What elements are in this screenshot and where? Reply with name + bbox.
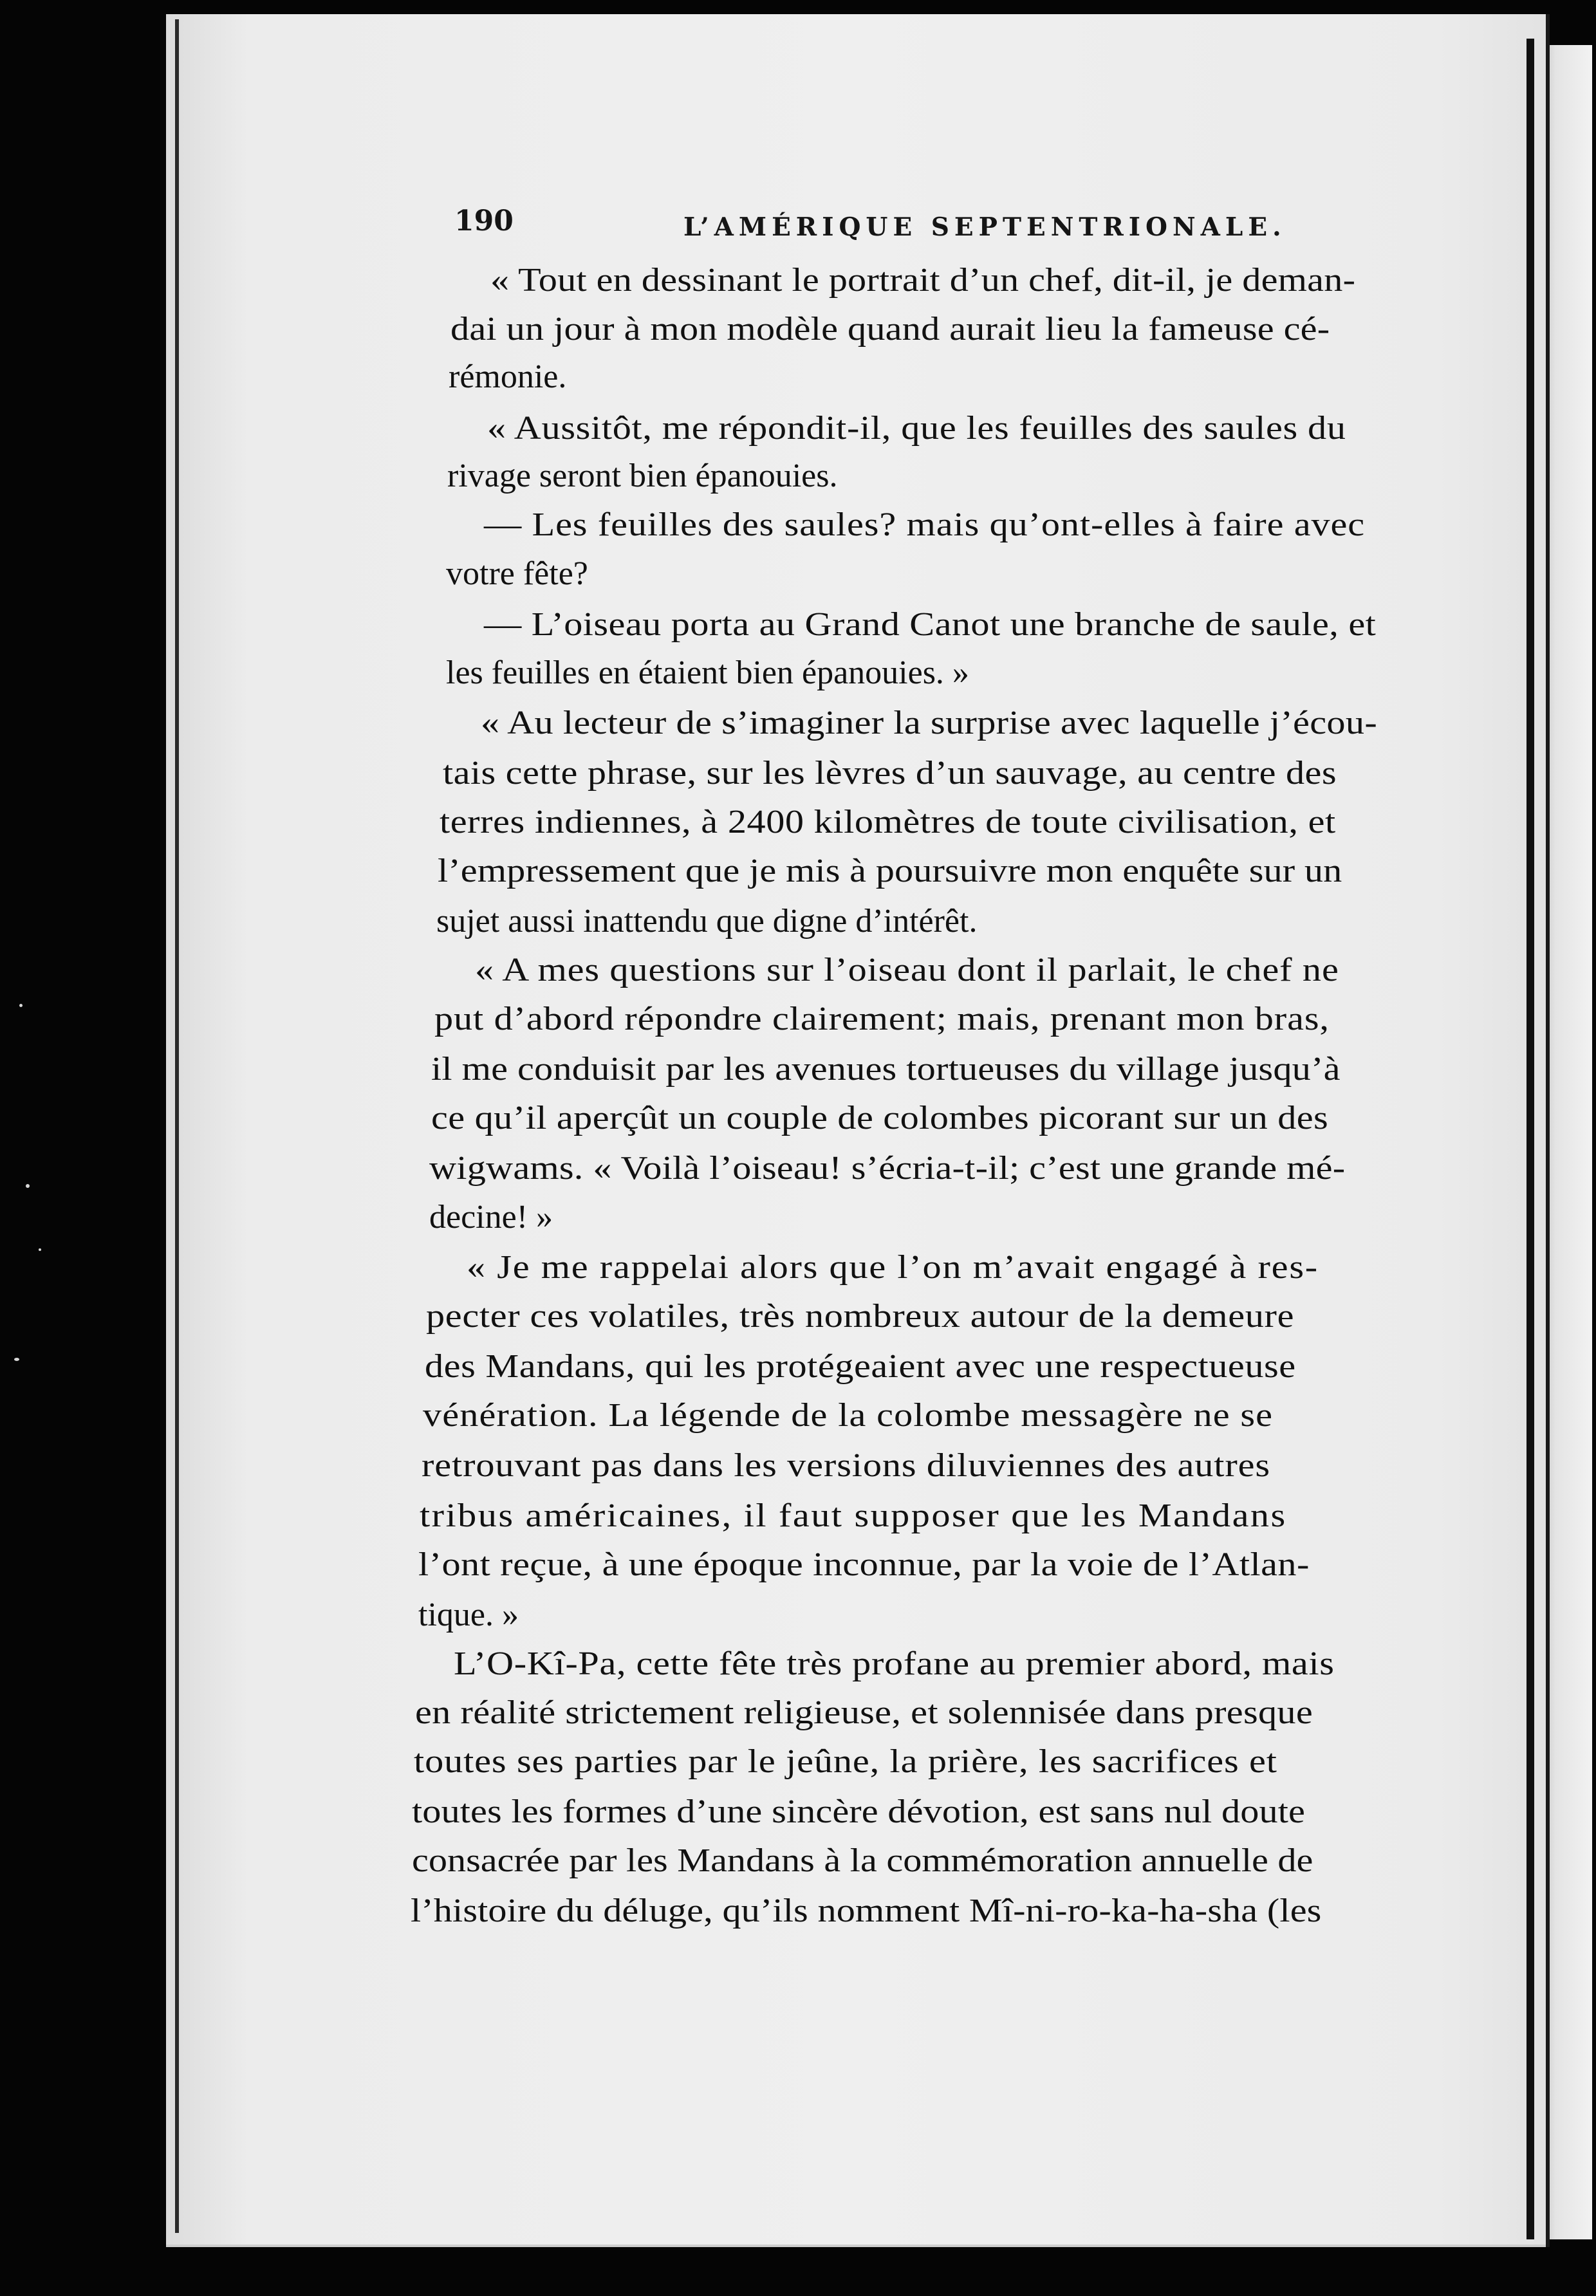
text-line: « Je me rappelai alors que l’on m’avait engagé à res- bbox=[467, 1249, 1319, 1286]
text-line: en réalité strictement religieuse, et solennisée dans presque bbox=[415, 1694, 1313, 1731]
text-line: « Tout en dessinant le portrait d’un chef, dit-il, je deman- bbox=[490, 262, 1356, 299]
text-line: ce qu’il aperçût un couple de colombes picorant sur un des bbox=[431, 1100, 1329, 1136]
text-line: tais cette phrase, sur les lèvres d’un sauvage, au centre des bbox=[443, 755, 1337, 792]
text-line: des Mandans, qui les protégeaient avec une respectueuse bbox=[425, 1348, 1296, 1385]
text-line: l’empressement que je mis à poursuivre mon enquête sur un bbox=[438, 853, 1342, 889]
text-line: rivage seront bien épanouies. bbox=[447, 458, 838, 494]
text-line: toutes ses parties par le jeûne, la prière, les sacrifices et bbox=[414, 1743, 1277, 1780]
page-number: 190 bbox=[454, 205, 514, 237]
text-line: votre fête? bbox=[446, 555, 588, 592]
text-line: — L’oiseau porta au Grand Canot une branche de saule, et bbox=[484, 606, 1377, 643]
text-line: « Au lecteur de s’imaginer la surprise avec laquelle j’écou- bbox=[481, 705, 1378, 741]
text-line: dai un jour à mon modèle quand aurait lieu la fameuse cé- bbox=[450, 311, 1330, 347]
running-title: L’AMÉRIQUE SEPTENTRIONALE. bbox=[683, 212, 1286, 242]
text-line: — Les feuilles des saules? mais qu’ont-elles à faire avec bbox=[484, 506, 1366, 543]
text-line: sujet aussi inattendu que digne d’intérêt. bbox=[436, 903, 978, 940]
text-line: rémonie. bbox=[449, 358, 567, 395]
text-line: pecter ces volatiles, très nombreux autour de la demeure bbox=[426, 1298, 1295, 1335]
text-line: retrouvant pas dans les versions diluviennes des autres bbox=[422, 1447, 1270, 1484]
text-line: « Aussitôt, me répondit-il, que les feuilles des saules du bbox=[487, 410, 1346, 447]
text-line: l’histoire du déluge, qu’ils nomment Mî-ni-ro-ka-ha-sha (les bbox=[411, 1893, 1322, 1929]
text-line: consacrée par les Mandans à la commémoration annuelle de bbox=[412, 1842, 1313, 1879]
text-line: decine! » bbox=[429, 1199, 553, 1236]
text-line: put d’abord répondre clairement; mais, prenant mon bras, bbox=[434, 1001, 1330, 1037]
text-line: wigwams. « Voilà l’oiseau! s’écria-t-il; c’est une grande mé- bbox=[429, 1150, 1346, 1187]
text-line: terres indiennes, à 2400 kilomètres de toute civilisation, et bbox=[440, 804, 1336, 840]
text-line: toutes les formes d’une sincère dévotion, est sans nul doute bbox=[412, 1793, 1305, 1830]
text-line: il me conduisit par les avenues tortueuses du village jusqu’à bbox=[431, 1051, 1341, 1088]
text-line: tribus américaines, il faut supposer que les Mandans bbox=[420, 1497, 1287, 1534]
text-line: « A mes questions sur l’oiseau dont il parlait, le chef ne bbox=[475, 952, 1339, 988]
text-line: les feuilles en étaient bien épanouies. » bbox=[446, 654, 969, 691]
text-line: l’ont reçue, à une époque inconnue, par la voie de l’Atlan- bbox=[418, 1546, 1310, 1583]
text-line: L’O-Kî-Pa, cette fête très profane au premier abord, mais bbox=[454, 1645, 1335, 1682]
text-line: vénération. La légende de la colombe messagère ne se bbox=[423, 1397, 1274, 1434]
text-line: tique. » bbox=[418, 1597, 519, 1633]
